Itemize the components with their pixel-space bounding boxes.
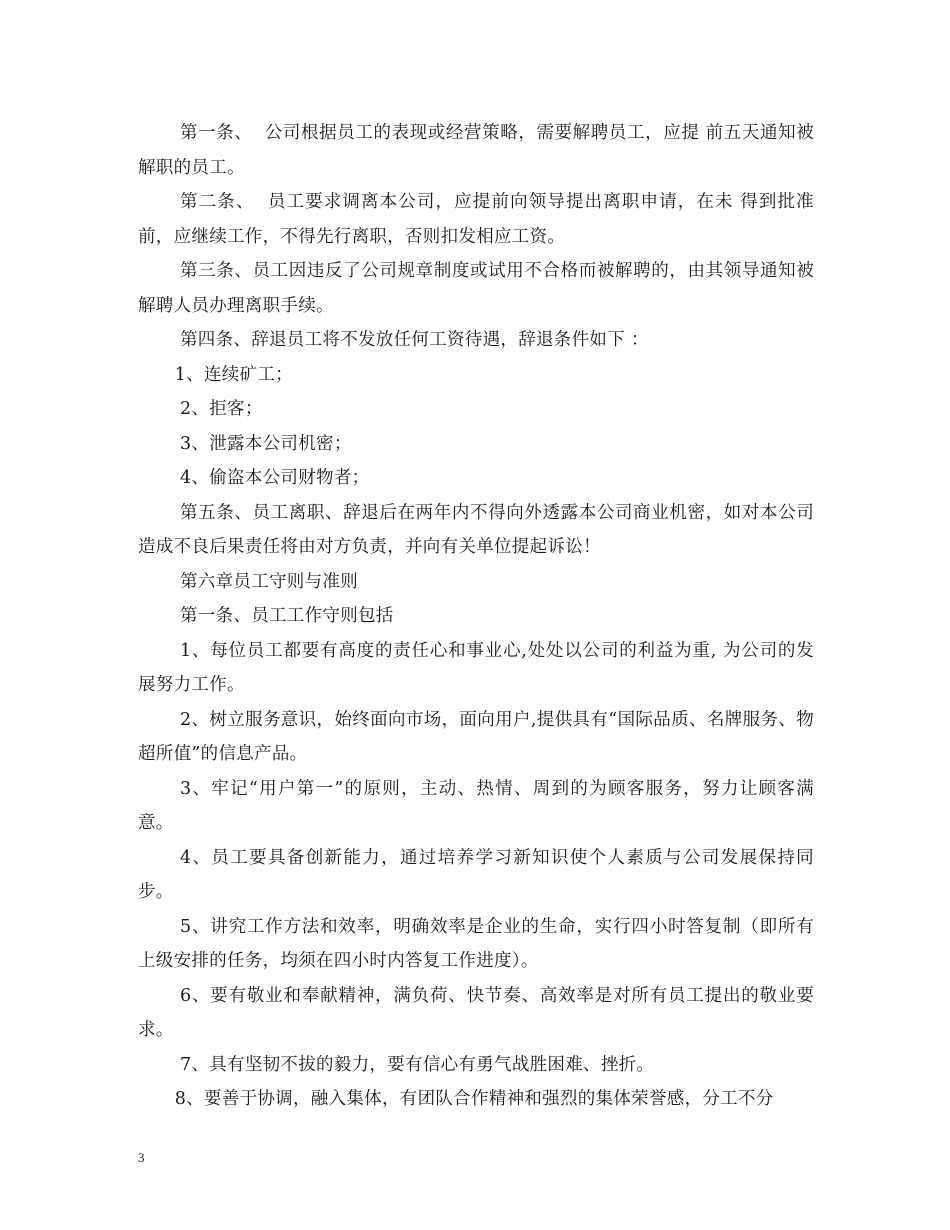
paragraph-article-4-termination: 第四条、辞退员工将不发放任何工资待遇，辞退条件如下 ：	[180, 330, 649, 350]
paragraph-article-3-violation: 第三条、员工因违反了公司规章制度或试用不合格而被解聘的，由其领导通知被解聘人员办理离职手续。	[138, 261, 814, 316]
page-number: 3	[138, 1150, 145, 1165]
document-body	[138, 116, 814, 1117]
list-item-condition-2: 2、拒客；	[180, 399, 263, 419]
list-item-rule-6: 6、要有敬业和奉献精神，满负荷、快节奏、高效率是对所有员工提出的敬业要求。	[138, 985, 814, 1040]
paragraph-article-2-resignation: 第二条、 员工要求调离本公司，应提前向领导提出离职申请，在未 得到批准前，应继续工作，不得先行离职，否则扣发相应工资。	[138, 192, 814, 247]
list-item-rule-5: 5、讲究工作方法和效率，明确效率是企业的生命，实行四小时答复制（即所有上级安排的任务，均须在四小时内答复工作进度）。	[138, 916, 814, 971]
list-item-rule-8: 8、要善于协调，融入集体，有团队合作精神和强烈的集体荣誉感，分工不分	[174, 1089, 774, 1109]
chapter-heading: 第六章员工守则与准则	[180, 571, 358, 592]
list-item-rule-4: 4、员工要具备创新能力，通过培养学习新知识使个人素质与公司发展保持同步。	[138, 847, 814, 902]
list-item-rule-2: 2、树立服务意识，始终面向市场，面向用户,提供具有“国际品质、名牌服务、物超所值”的信息产品。	[138, 709, 814, 764]
list-item-condition-3: 3、泄露本公司机密；	[180, 433, 352, 454]
list-item-rule-1: 1、每位员工都要有高度的责任心和事业心,处处以公司的利益为重, 为公司的发展努力工作。	[138, 640, 814, 695]
list-item-condition-1: 1、连续矿工；	[174, 364, 293, 385]
list-item-condition-4: 4、偷盗本公司财物者；	[180, 468, 370, 488]
paragraph-work-rules-intro: 第一条、员工工作守则包括	[180, 606, 394, 626]
paragraph-article-5-confidentiality: 第五条、员工离职、辞退后在两年内不得向外透露本公司商业机密，如对本公司造成不良后果责任将由对方负责，并向有关单位提起诉讼！	[138, 502, 814, 557]
list-item-rule-3: 3、牢记“用户第一”的原则，主动、热情、周到的为顾客服务，努力让顾客满意。	[138, 778, 814, 833]
list-item-rule-7: 7、具有坚韧不拔的毅力，要有信心有勇气战胜困难、挫折。	[180, 1054, 655, 1075]
paragraph-article-1-dismissal: 第一条、 公司根据员工的表现或经营策略，需要解聘员工，应提 前五天通知被解职的员工。	[138, 123, 814, 178]
